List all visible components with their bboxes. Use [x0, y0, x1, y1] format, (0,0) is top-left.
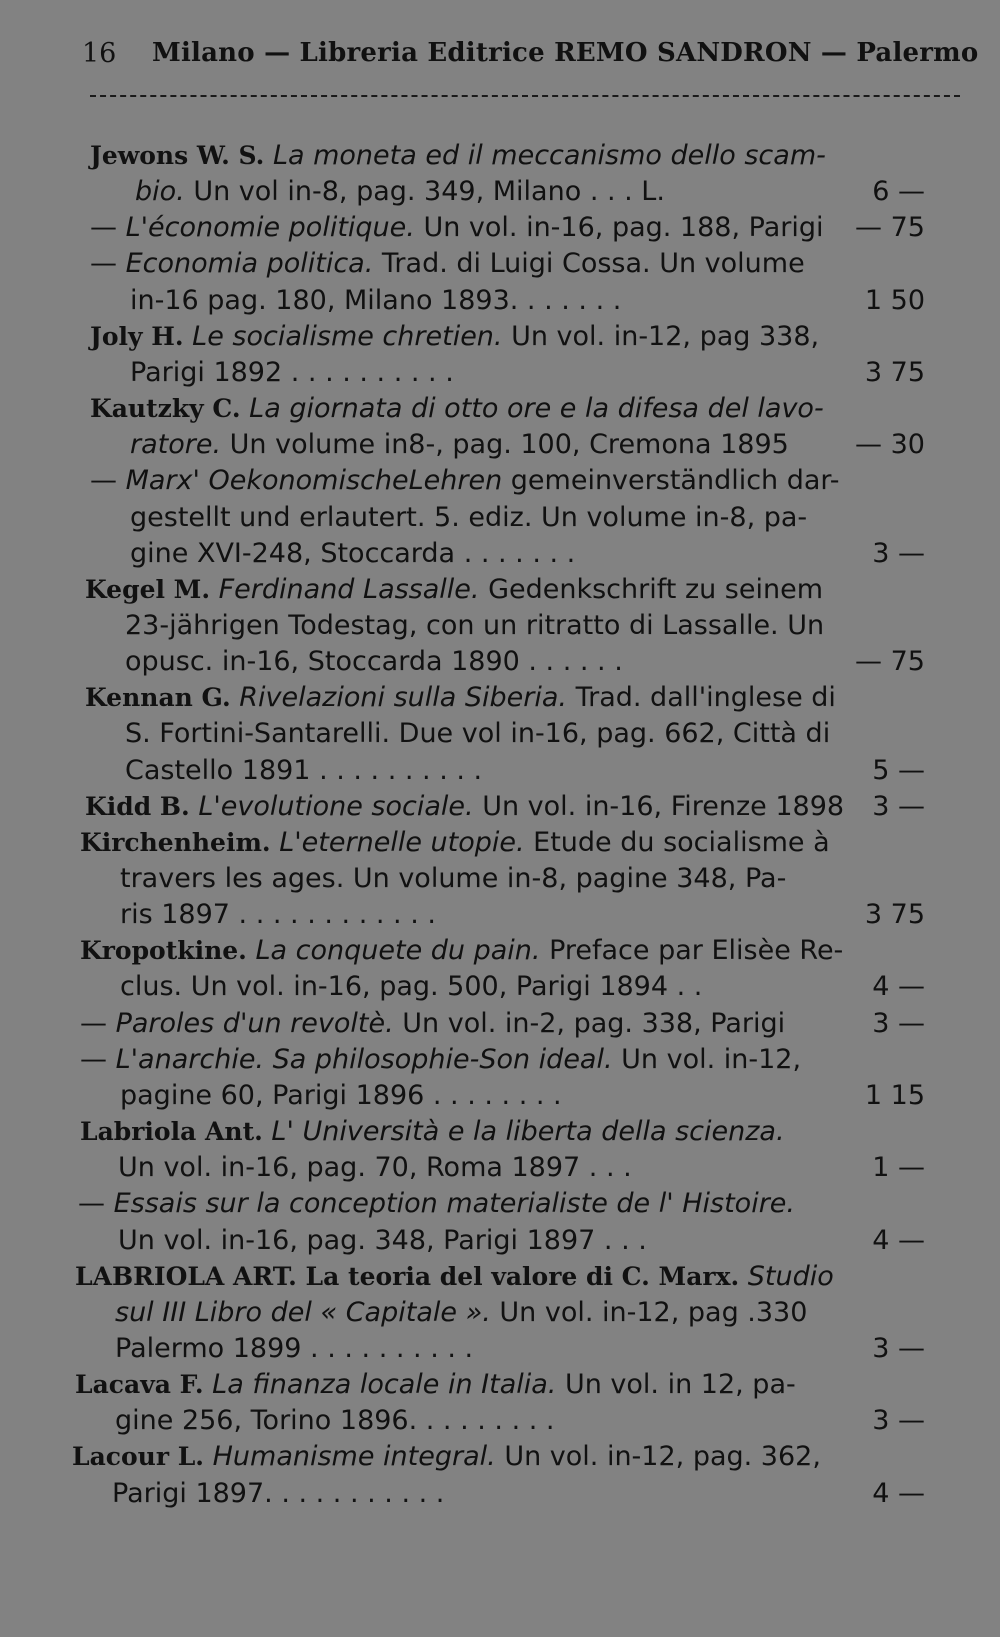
entry-text: —	[90, 212, 126, 244]
entry-author: Kidd B.	[85, 791, 190, 821]
entry-text: Palermo 1899 . . . . . . . . . .	[115, 1332, 474, 1364]
entry-text: Un vol. in-16, Firenze 1898	[473, 790, 845, 822]
entry-title: Economia politica.	[125, 248, 374, 280]
entry-title: Paroles d'un revoltè.	[115, 1007, 394, 1039]
entry-title: La finanza locale in Italia.	[212, 1369, 557, 1401]
entry-title: L'économie politique.	[125, 212, 415, 244]
entry-text: —	[80, 1043, 116, 1075]
entry-line	[85, 572, 823, 608]
entry-text: Parigi 1897. . . . . . . . . . .	[112, 1477, 445, 1509]
entry-text: 23-jährigen Todestag, con un ritratto di Lassalle. Un	[125, 609, 825, 641]
entry-text	[271, 827, 280, 858]
entry-price: 3 —	[872, 1405, 925, 1437]
entry-line	[125, 753, 482, 789]
entry-line	[130, 536, 575, 572]
entry-text: Etude du socialisme à	[524, 826, 830, 858]
entry-author: Kennan G.	[85, 683, 231, 713]
entry-text	[264, 140, 273, 171]
entry-line	[130, 500, 807, 536]
entry-title: Humanisme integral.	[212, 1441, 496, 1473]
page-header	[0, 28, 1000, 84]
entry-text	[204, 1369, 213, 1400]
entry-price: 6 —	[872, 176, 925, 208]
entry-line	[118, 1150, 632, 1186]
entry-line	[80, 1042, 801, 1078]
entry-author: Jewons W. S.	[90, 141, 265, 170]
entry-title: La conquete du pain.	[255, 935, 541, 967]
entry-title: Studio	[747, 1260, 834, 1292]
entry-line	[90, 319, 819, 355]
entry-text: S. Fortini-Santarelli. Due vol in-16, pag. 662, Città di	[125, 718, 831, 750]
entry-price: 1 —	[872, 1152, 925, 1184]
running-title: Milano — Libreria Editrice REMO SANDRON — Palermo	[152, 38, 979, 68]
entry-author: Kegel M.	[85, 574, 211, 604]
entry-line	[85, 789, 844, 825]
entry-price: — 30	[855, 429, 925, 461]
entry-title: Rivelazioni sulla Siberia.	[239, 682, 567, 714]
entry-text	[210, 574, 219, 605]
entry-author: Kropotkine.	[80, 936, 247, 966]
entry-line	[130, 427, 789, 463]
entry-line	[72, 1439, 821, 1475]
entry-line	[90, 210, 824, 246]
entry-line	[130, 355, 454, 391]
entry-text: Preface par Elisèe Re-	[540, 935, 844, 967]
entry-text: in-16 pag. 180, Milano 1893. . . . . . .	[130, 284, 622, 316]
entry-title: La giornata di otto ore e la difesa del lavo-	[249, 393, 824, 425]
entry-price: 3 —	[872, 1007, 925, 1039]
entry-line	[85, 680, 836, 716]
entry-text	[231, 682, 240, 713]
entry-line	[120, 1078, 562, 1114]
entry-title: sul III Libro del « Capitale ».	[115, 1296, 491, 1328]
entry-text: gestellt und erlautert. 5. ediz. Un volume in-8, pa-	[130, 501, 808, 533]
entry-title: Ferdinand Lassalle.	[218, 573, 480, 605]
entry-line	[80, 1006, 785, 1042]
entry-title: L'evolutione sociale.	[198, 790, 474, 822]
entry-author: Labriola Ant.	[80, 1117, 263, 1147]
entry-line	[90, 246, 805, 282]
entry-line	[80, 1114, 785, 1150]
entry-text: Un vol. in-12, pag .330	[490, 1296, 808, 1328]
entry-price: 3 —	[872, 790, 925, 822]
entry-line	[118, 1223, 647, 1259]
entry-line	[90, 463, 840, 499]
entry-text: Trad. di Luigi Cossa. Un volume	[373, 248, 805, 280]
entry-price: 3 75	[864, 356, 925, 388]
entry-line	[115, 1403, 555, 1439]
entry-line	[90, 138, 826, 174]
entry-title: L' Università e la liberta della scienza.	[271, 1116, 785, 1148]
entry-text: opusc. in-16, Stoccarda 1890 . . . . . .	[125, 646, 623, 678]
entry-line	[120, 861, 786, 897]
entry-author: Joly H.	[90, 321, 184, 351]
entry-title: Essais sur la conception materialiste de l' Histoire.	[113, 1188, 796, 1220]
entry-text: clus. Un vol. in-16, pag. 500, Parigi 1894 . .	[120, 971, 703, 1003]
entry-price: 3 —	[872, 537, 925, 569]
entry-text: gine XVI-248, Stoccarda . . . . . . .	[130, 537, 576, 569]
entry-text: Un volume in8-, pag. 100, Cremona 1895	[221, 429, 789, 461]
entry-text: —	[78, 1188, 114, 1220]
page-number: 16	[82, 38, 117, 69]
entry-title: Marx' OekonomischeLehren	[125, 465, 503, 497]
entry-line	[130, 283, 621, 319]
entry-author: LABRIOLA ART. La teoria del valore di C. Marx.	[75, 1261, 740, 1291]
entry-title: ratore.	[130, 429, 222, 461]
entry-line	[90, 391, 824, 427]
entry-text: Un vol. in-16, pag. 188, Parigi	[414, 212, 824, 244]
entry-line	[80, 933, 843, 969]
entry-text: Un vol. in-12, pag. 362,	[495, 1441, 821, 1473]
entry-text: Trad. dall'inglese di	[567, 682, 836, 714]
entry-price: 1 50	[864, 284, 925, 316]
entry-line	[80, 825, 830, 861]
entry-price: 4 —	[872, 1477, 925, 1509]
entry-line	[135, 174, 665, 210]
entry-text: ris 1897 . . . . . . . . . . . .	[120, 899, 436, 931]
entry-text: Un vol. in-12,	[612, 1043, 802, 1075]
entry-price: — 75	[855, 212, 925, 244]
entry-text: Un vol. in-16, pag. 348, Parigi 1897 . . .	[118, 1224, 647, 1256]
entry-price: 1 15	[864, 1079, 925, 1111]
entry-text: Gedenkschrift zu seinem	[479, 573, 824, 605]
entry-text: Castello 1891 . . . . . . . . . .	[125, 754, 483, 786]
entry-author: Kirchenheim.	[80, 827, 271, 857]
entry-price: 3 —	[872, 1332, 925, 1364]
entry-text: Un vol in-8, pag. 349, Milano . . . L.	[184, 176, 665, 208]
entry-price: 3 75	[864, 899, 925, 931]
entry-text: —	[80, 1007, 116, 1039]
entry-line	[78, 1186, 795, 1222]
entry-line	[125, 644, 623, 680]
entry-line	[115, 1295, 807, 1331]
entry-price: 5 —	[872, 754, 925, 786]
entry-text: pagine 60, Parigi 1896 . . . . . . . .	[120, 1079, 562, 1111]
entry-text: travers les ages. Un volume in-8, pagine 348, Pa-	[120, 863, 787, 894]
entry-line	[125, 716, 830, 752]
entry-line	[112, 1476, 444, 1512]
entry-text: gine 256, Torino 1896. . . . . . . . .	[115, 1405, 555, 1437]
entry-text: Un vol. in-12, pag 338,	[502, 320, 820, 352]
entry-line	[75, 1367, 796, 1403]
entry-line	[125, 608, 824, 644]
entry-title: L'anarchie. Sa philosophie-Son ideal.	[115, 1043, 613, 1075]
entry-line	[120, 897, 436, 933]
entry-price: — 75	[855, 646, 925, 678]
entry-text	[184, 321, 193, 352]
entry-line	[115, 1331, 473, 1367]
entry-text: gemeinverständlich dar-	[502, 465, 840, 497]
entry-price: 4 —	[872, 1224, 925, 1256]
entry-text: Parigi 1892 . . . . . . . . . .	[130, 356, 454, 388]
header-rule	[90, 95, 960, 97]
entry-text: Un vol. in-2, pag. 338, Parigi	[393, 1007, 786, 1039]
entry-title: La moneta ed il meccanismo dello scam-	[272, 140, 826, 171]
entry-text	[739, 1261, 748, 1292]
entry-author: Kautzky C.	[90, 394, 241, 424]
entry-text: —	[90, 465, 126, 497]
entry-title: bio.	[135, 176, 185, 208]
entry-title: L'eternelle utopie.	[279, 826, 525, 858]
entry-price: 4 —	[872, 971, 925, 1003]
entry-text: Un vol. in-16, pag. 70, Roma 1897 . . .	[118, 1152, 632, 1184]
entry-title: Le socialisme chretien.	[192, 320, 503, 352]
entry-author: Lacour L.	[72, 1442, 205, 1472]
entry-text	[241, 393, 250, 424]
entry-text	[204, 1441, 213, 1472]
entry-line	[120, 969, 702, 1005]
entry-line	[75, 1259, 834, 1295]
entry-text: —	[90, 248, 126, 280]
entry-text: Un vol. in 12, pa-	[556, 1369, 796, 1401]
entry-author: Lacava F.	[75, 1370, 204, 1400]
